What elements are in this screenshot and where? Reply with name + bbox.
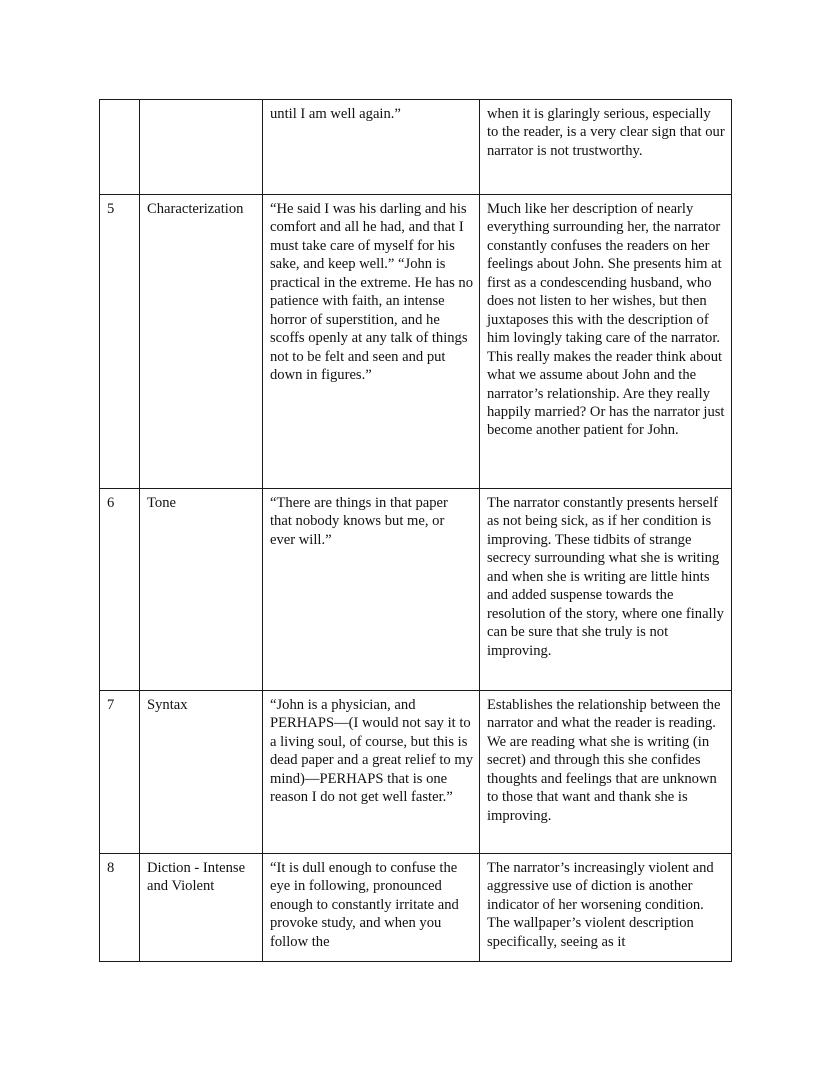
cell-literary-device: [140, 100, 263, 195]
cell-analysis: [480, 100, 732, 195]
literary-device-text: Characterization: [147, 201, 244, 217]
quote-text: “There are things in that paper that nobody knows but me, or ever will.”: [270, 495, 452, 548]
cell-analysis: [480, 195, 732, 489]
table-row: [100, 691, 732, 854]
cell-literary-device: [140, 195, 263, 489]
cell-quote: [263, 489, 480, 691]
table-row: [100, 489, 732, 691]
quote-text: “It is dull enough to confuse the eye in following, pronounced enough to constantly irritate and provoke study, and when you follow the: [270, 860, 463, 950]
cell-quote: [263, 691, 480, 854]
literary-device-text: Diction - Intense and Violent: [147, 860, 249, 895]
literary-device-text: Syntax: [147, 697, 188, 713]
cell-literary-device: [140, 691, 263, 854]
cell-quote: [263, 195, 480, 489]
table-body: [100, 100, 732, 962]
quote-text: until I am well again.”: [270, 106, 401, 122]
cell-row-number: [100, 854, 140, 962]
analysis-text: when it is glaringly serious, especially to the reader, is a very clear sign that our narrator is not trustworthy.: [487, 106, 729, 159]
quote-text: “He said I was his darling and his comfort and all he had, and that I must take care of myself for his sake, and keep well.” “John is practical in the extreme. He has no patience with faith, an intense horror of superstition, and he scoffs openly at any talk of things not to be felt and seen and put down in figures.”: [270, 201, 477, 384]
cell-analysis: [480, 489, 732, 691]
cell-row-number: [100, 100, 140, 195]
row-number-text: 8: [107, 860, 115, 876]
cell-quote: [263, 854, 480, 962]
analysis-text: Establishes the relationship between the narrator and what the reader is reading. We are reading what she is writing (in secret) and through this she confides thoughts and feelings that are unknown to those that want and thank she is improving.: [487, 697, 725, 824]
cell-quote: [263, 100, 480, 195]
cell-row-number: [100, 691, 140, 854]
cell-row-number: [100, 195, 140, 489]
literary-analysis-table: [99, 99, 732, 962]
table-row: [100, 854, 732, 962]
cell-literary-device: [140, 489, 263, 691]
cell-literary-device: [140, 854, 263, 962]
quote-text: “John is a physician, and PERHAPS—(I would not say it to a living soul, of course, but this is dead paper and a great relief to my mind)—PERHAPS that is one reason I do not get well faster.”: [270, 697, 477, 806]
analysis-text: The narrator’s increasingly violent and aggressive use of diction is another indicator of her worsening condition. The wallpaper’s violent description specifically, seeing as it: [487, 860, 718, 950]
literary-device-text: Tone: [147, 495, 176, 511]
cell-analysis: [480, 854, 732, 962]
cell-row-number: [100, 489, 140, 691]
table-row: [100, 100, 732, 195]
row-number-text: 6: [107, 495, 115, 511]
analysis-text: The narrator constantly presents herself as not being sick, as if her condition is improving. These tidbits of strange secrecy surrounding what she is writing and when she is writing are little hints and added suspense towards the resolution of the story, where one finally can be sure that she truly is not improving.: [487, 495, 728, 659]
cell-analysis: [480, 691, 732, 854]
row-number-text: 7: [107, 697, 115, 713]
row-number-text: 5: [107, 201, 115, 217]
analysis-text: Much like her description of nearly everything surrounding her, the narrator constantly confuses the readers on her feelings about John. She presents him at first as a condescending husband, who does not listen to her wishes, but then juxtaposes this with the description of him lovingly taking care of the narrator. This really makes the reader think about what we assume about John and the narrator’s relationship. Are they really happily married? Or has the narrator just become another patient for John.: [487, 201, 729, 439]
table-row: [100, 195, 732, 489]
